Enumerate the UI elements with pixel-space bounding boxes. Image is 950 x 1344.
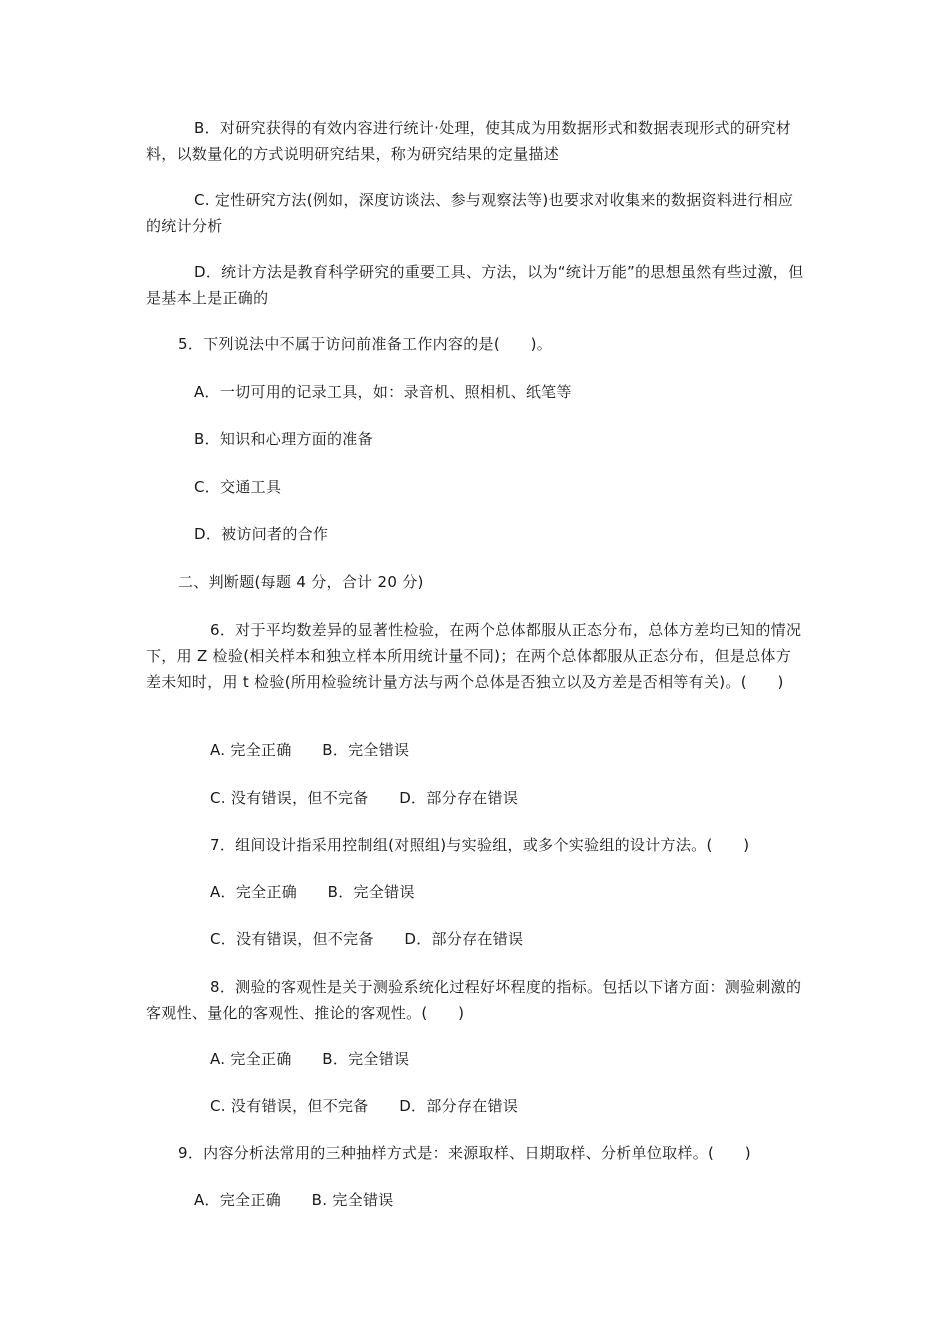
q8-options-ab: A. 完全正确 B．完全错误 bbox=[210, 1050, 410, 1068]
section-heading-true-false: 二、判断题(每题 4 分，合计 20 分) bbox=[178, 573, 424, 591]
q4-option-d-text: D．统计方法是教育科学研究的重要工具、方法，以为“统计万能”的思想虽然有些过激，但是基本上是正确的 bbox=[146, 263, 804, 307]
q5-stem: 5．下列说法中不属于访问前准备工作内容的是( )。 bbox=[178, 335, 553, 353]
q5-option-a: A．一切可用的记录工具，如：录音机、照相机、纸笔等 bbox=[194, 383, 572, 401]
q8 bbox=[146, 974, 806, 1026]
q4-option-d bbox=[146, 259, 806, 311]
q7-options-ab: A．完全正确 B．完全错误 bbox=[210, 883, 415, 901]
q8-options-cd: C. 没有错误，但不完备 D．部分存在错误 bbox=[210, 1097, 519, 1115]
q6 bbox=[146, 617, 806, 695]
q9-stem: 9．内容分析法常用的三种抽样方式是：来源取样、日期取样、分析单位取样。( ) bbox=[178, 1144, 751, 1162]
q8-stem: 8．测验的客观性是关于测验系统化过程好坏程度的指标。包括以下诸方面：测验刺激的客观性、量化的客观性、推论的客观性。( ) bbox=[146, 978, 802, 1022]
q9-options-ab: A．完全正确 B. 完全错误 bbox=[194, 1191, 394, 1209]
q4-option-c-text: C. 定性研究方法(例如，深度访谈法、参与观察法等)也要求对收集来的数据资料进行相应的统计分析 bbox=[146, 191, 794, 235]
q5-option-c: C．交通工具 bbox=[194, 478, 282, 496]
q7-stem: 7．组间设计指采用控制组(对照组)与实验组，或多个实验组的设计方法。( ) bbox=[210, 836, 750, 854]
q5-option-d: D．被访问者的合作 bbox=[194, 525, 329, 543]
q4-option-c bbox=[146, 187, 806, 239]
q6-options-cd: C. 没有错误，但不完备 D．部分存在错误 bbox=[210, 789, 519, 807]
q7-options-cd: C．没有错误，但不完备 D．部分存在错误 bbox=[210, 930, 524, 948]
q4-option-b-text: B．对研究获得的有效内容进行统计·处理，使其成为用数据形式和数据表现形式的研究材料，以数量化的方式说明研究结果，称为研究结果的定量描述 bbox=[146, 119, 792, 163]
q5-option-b: B．知识和心理方面的准备 bbox=[194, 430, 373, 448]
q6-stem: 6．对于平均数差异的显著性检验，在两个总体都服从正态分布，总体方差均已知的情况下，用 Z 检验(相关样本和独立样本所用统计量不同)；在两个总体都服从正态分布，但是总体方差未知时，用 t 检验(所用检验统计量方法与两个总体是否独立以及方差是否相等有关)。( ) bbox=[146, 621, 802, 691]
q6-options-ab: A. 完全正确 B．完全错误 bbox=[210, 741, 410, 759]
q4-option-b bbox=[146, 115, 806, 167]
